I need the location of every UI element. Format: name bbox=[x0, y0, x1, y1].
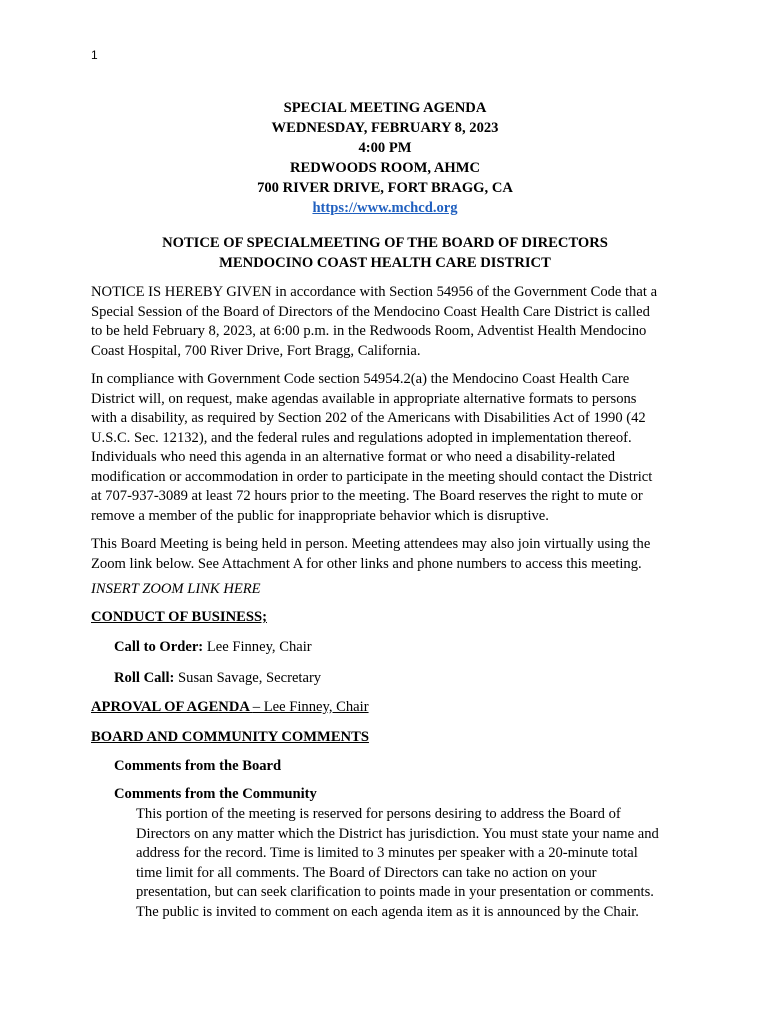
header-room: REDWOODS ROOM, AHMC bbox=[289, 160, 481, 176]
text-line: This Board Meeting is being held in person. Meeting attendees may also join virtually using the bbox=[91, 536, 651, 552]
text-line: to be held February 8, 2023, at 6:00 p.m. in the Redwoods Room, Adventist Health Mendocino bbox=[91, 323, 647, 339]
text-line: address for the record. Time is limited to 3 minutes per speaker with a 20-minute total bbox=[136, 845, 638, 861]
header-time: 4:00 PM bbox=[358, 140, 412, 156]
approval-of-agenda-heading bbox=[91, 699, 369, 716]
notice-title bbox=[0, 234, 770, 273]
header-date: WEDNESDAY, FEBRUARY 8, 2023 bbox=[271, 120, 499, 136]
text-line: This portion of the meeting is reserved for persons desiring to address the Board of bbox=[136, 806, 621, 822]
text-line: U.S.C. Sec. 12132), and the federal rules and regulations adopted in implementation thereof. bbox=[91, 429, 632, 446]
agenda-header bbox=[0, 98, 770, 218]
page-number: 1 bbox=[91, 48, 98, 62]
text-line: modification or accommodation in order to participate in the meeting should contact the District bbox=[91, 468, 653, 485]
comments-from-board: Comments from the Board bbox=[114, 758, 282, 774]
notice-title-line-2: MENDOCINO COAST HEALTH CARE DISTRICT bbox=[219, 254, 551, 271]
call-to-order-label: Call to Order: bbox=[114, 639, 204, 655]
board-community-comments-heading: BOARD AND COMMUNITY COMMENTS bbox=[91, 729, 369, 745]
meeting-paragraph bbox=[91, 535, 691, 574]
roll-call-item bbox=[114, 670, 321, 687]
text-line: Directors on any matter which the District has jurisdiction. You must state your name and bbox=[136, 825, 659, 842]
notice-title-line-1: NOTICE OF SPECIALMEETING OF THE BOARD OF DIRECTORS bbox=[162, 235, 608, 251]
roll-call-value: Susan Savage, Secretary bbox=[174, 670, 322, 686]
text-line: In compliance with Government Code section 54954.2(a) the Mendocino Coast Health Care bbox=[91, 371, 630, 387]
text-line: time limit for all comments. The Board of Directors can take no action on your bbox=[136, 864, 597, 881]
text-line: Individuals who need this agenda in an alternative format or who need a disability-related bbox=[91, 449, 615, 465]
compliance-paragraph bbox=[91, 370, 691, 526]
roll-call-label: Roll Call: bbox=[114, 670, 175, 686]
comments-from-community: Comments from the Community bbox=[114, 786, 317, 802]
approval-heading-text: APROVAL OF AGENDA bbox=[91, 699, 253, 715]
call-to-order-value: Lee Finney, Chair bbox=[203, 639, 312, 655]
header-title: SPECIAL MEETING AGENDA bbox=[283, 100, 487, 116]
header-address: 700 RIVER DRIVE, FORT BRAGG, CA bbox=[257, 180, 513, 196]
text-line: Special Session of the Board of Directors of the Mendocino Coast Health Care District is called bbox=[91, 303, 650, 320]
text-line: with a disability, as required by Section 202 of the Americans with Disabilities Act of 1990 (42 bbox=[91, 410, 646, 426]
text-line: at 707-937-3089 at least 72 hours prior to the meeting. The Board reserves the right to mute or bbox=[91, 488, 643, 504]
text-line: NOTICE IS HEREBY GIVEN in accordance with Section 54956 of the Government Code that a bbox=[91, 284, 658, 300]
zoom-link-placeholder: INSERT ZOOM LINK HERE bbox=[91, 581, 261, 597]
text-line: presentation, but can seek clarification to points made in your presentation or comments. bbox=[136, 884, 654, 900]
text-line: remove a member of the public for inappropriate behavior which is disruptive. bbox=[91, 507, 549, 524]
text-line: Coast Hospital, 700 River Drive, Fort Bragg, California. bbox=[91, 342, 421, 359]
community-paragraph bbox=[136, 805, 696, 922]
approval-presenter: – Lee Finney, Chair bbox=[252, 699, 369, 715]
notice-paragraph bbox=[91, 283, 691, 361]
text-line: Zoom link below. See Attachment A for other links and phone numbers to access this meeting. bbox=[91, 555, 642, 572]
text-line: The public is invited to comment on each agenda item as it is announced by the Chair. bbox=[136, 903, 639, 920]
text-line: District will, on request, make agendas available in appropriate alternative formats to persons bbox=[91, 390, 637, 407]
call-to-order-item bbox=[114, 639, 312, 656]
conduct-of-business-heading: CONDUCT OF BUSINESS; bbox=[91, 609, 267, 625]
website-link[interactable]: https://www.mchcd.org bbox=[312, 200, 458, 216]
